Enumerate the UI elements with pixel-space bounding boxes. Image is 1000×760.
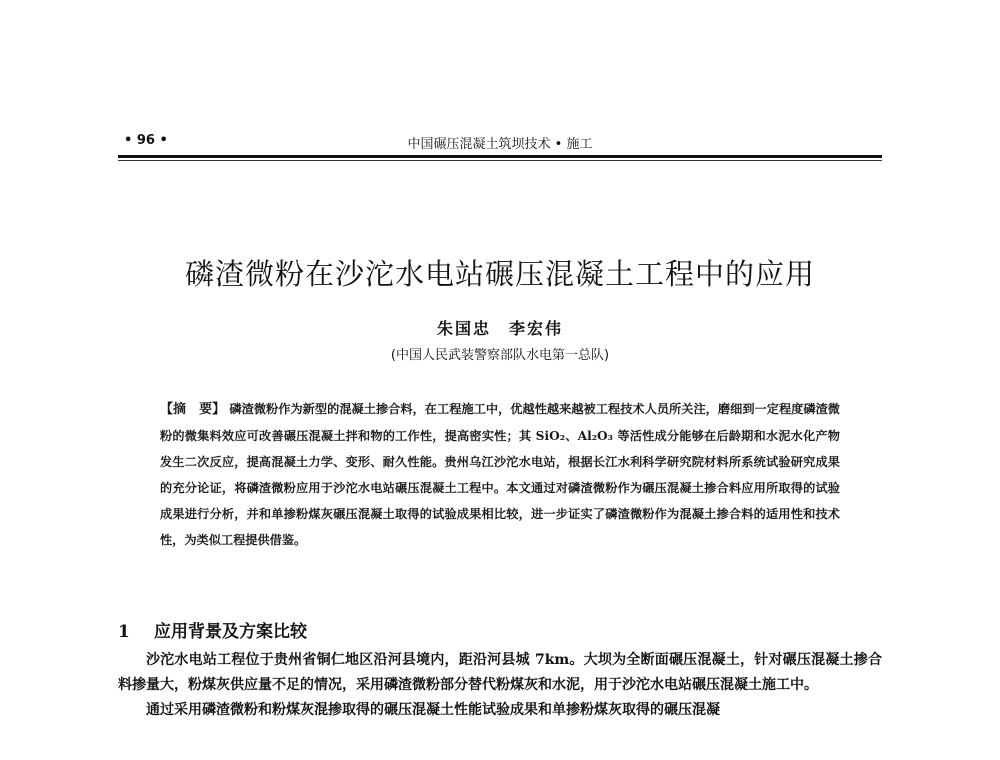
section-number: 1 xyxy=(118,622,130,642)
body-paragraph: 沙沱水电站工程位于贵州省铜仁地区沿河县境内，距沿河县城 7km。大坝为全断面碾压混凝土，针对碾压混凝土掺合料掺量大，粉煤灰供应量不足的情况，采用磷渣微粉部分替代粉煤灰和水泥，用于沙沱水电站碾压混凝土施工中。 xyxy=(118,652,882,693)
header-rule-thin xyxy=(118,160,882,161)
body-paragraph: 通过采用磷渣微粉和粉煤灰混掺取得的碾压混凝土性能试验成果和单掺粉煤灰取得的碾压混凝 xyxy=(146,702,720,718)
abstract xyxy=(160,396,840,553)
section-title: 应用背景及方案比较 xyxy=(154,622,307,642)
affiliation: (中国人民武装警察部队水电第一总队) xyxy=(390,348,610,363)
abstract-label: 【摘 要】 xyxy=(160,402,226,417)
authors: 朱国忠 李宏伟 xyxy=(436,319,563,338)
page-number: • 96 • xyxy=(124,133,168,148)
header-rule-thick xyxy=(118,155,882,158)
running-header xyxy=(118,130,882,152)
journal-title: 中国碾压混凝土筑坝技术 • 施工 xyxy=(407,137,593,152)
paper-title: 磷渣微粉在沙沱水电站碾压混凝土工程中的应用 xyxy=(184,257,815,291)
section-heading xyxy=(118,617,307,642)
body-text xyxy=(118,648,882,723)
abstract-text: 磷渣微粉作为新型的混凝土掺合料，在工程施工中，优越性越来越被工程技术人员所关注，磨细到一定程度磷渣微粉的微集料效应可改善碾压混凝土拌和物的工作性，提高密实性；其 SiO₂、Al₂O₃ 等活性成分能够在后龄期和水泥水化产物发生二次反应，提高混凝土力学、变形、耐久性能。贵州乌江沙沱水电站，根据长江水利科学研究院材料所系统试验研究成果的充分论证，将磷渣微粉应用于沙沱水电站碾压混凝土工程中。本文通过对磷渣微粉作为碾压混凝土掺合料应用所取得的试验成果进行分析，并和单掺粉煤灰碾压混凝土取得的试验成果相比较，进一步证实了磷渣微粉作为混凝土掺合料的适用性和技术性，为类似工程提供借鉴。 xyxy=(160,402,840,547)
